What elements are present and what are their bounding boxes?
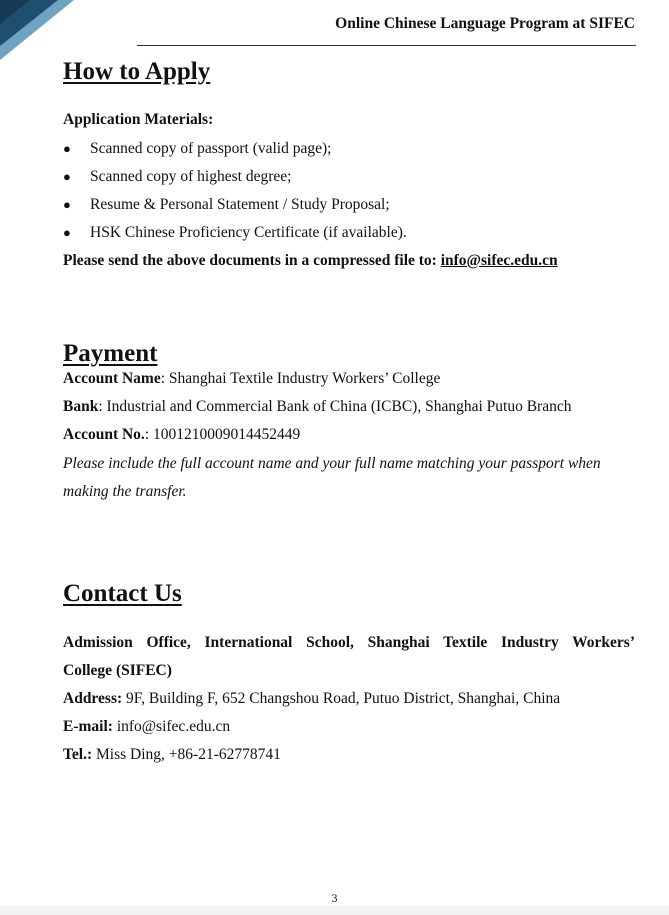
- tel-row: Tel.: Miss Ding, +86-21-62778741: [63, 746, 281, 763]
- materials-list: [63, 138, 407, 250]
- contact-email-link[interactable]: info@sifec.edu.cn: [112, 718, 231, 735]
- application-email-link[interactable]: info@sifec.edu.cn: [440, 252, 558, 269]
- list-item: ● Scanned copy of passport (valid page);: [63, 138, 407, 166]
- payment-note-line2: making the transfer.: [63, 483, 187, 500]
- office-name-line1: Admission Office, International School, Shanghai Textile Industry Workers’: [63, 634, 635, 651]
- office-name: [63, 629, 635, 657]
- payment-note-line1: Please include the full account name and your full name matching your passport when: [63, 455, 601, 472]
- header-title: Online Chinese Language Program at SIFEC: [335, 15, 635, 32]
- bullet-icon: ●: [63, 141, 71, 156]
- email-row: E-mail: info@sifec.edu.cn: [63, 718, 231, 735]
- page-bottom-edge: [0, 906, 669, 915]
- page-number: 3: [331, 891, 338, 905]
- application-materials-label: Application Materials:: [63, 111, 214, 128]
- bank-row: Bank: Industrial and Commercial Bank of China (ICBC), Shanghai Putuo Branch: [63, 398, 572, 415]
- list-item: ● Scanned copy of highest degree;: [63, 166, 407, 194]
- bullet-icon: ●: [63, 169, 71, 184]
- account-name-row: Account Name: Shanghai Textile Industry Workers’ College: [63, 370, 441, 387]
- contact-us-heading: Contact Us: [63, 580, 182, 607]
- payment-heading: Payment: [63, 340, 158, 367]
- list-item: ● HSK Chinese Proficiency Certificate (if available).: [63, 222, 407, 250]
- header-divider: [137, 45, 636, 46]
- list-item: ● Resume & Personal Statement / Study Proposal;: [63, 194, 407, 222]
- corner-decoration: [0, 0, 80, 64]
- bullet-icon: ●: [63, 225, 71, 240]
- office-name-line2: College (SIFEC): [63, 662, 172, 679]
- bullet-icon: ●: [63, 197, 71, 212]
- account-number-row: Account No.: 1001210009014452449: [63, 426, 301, 443]
- send-instructions: Please send the above documents in a compressed file to: info@sifec.edu.cn: [63, 252, 558, 269]
- how-to-apply-heading: How to Apply: [63, 58, 211, 85]
- address-row: Address: 9F, Building F, 652 Changshou Road, Putuo District, Shanghai, China: [63, 690, 561, 707]
